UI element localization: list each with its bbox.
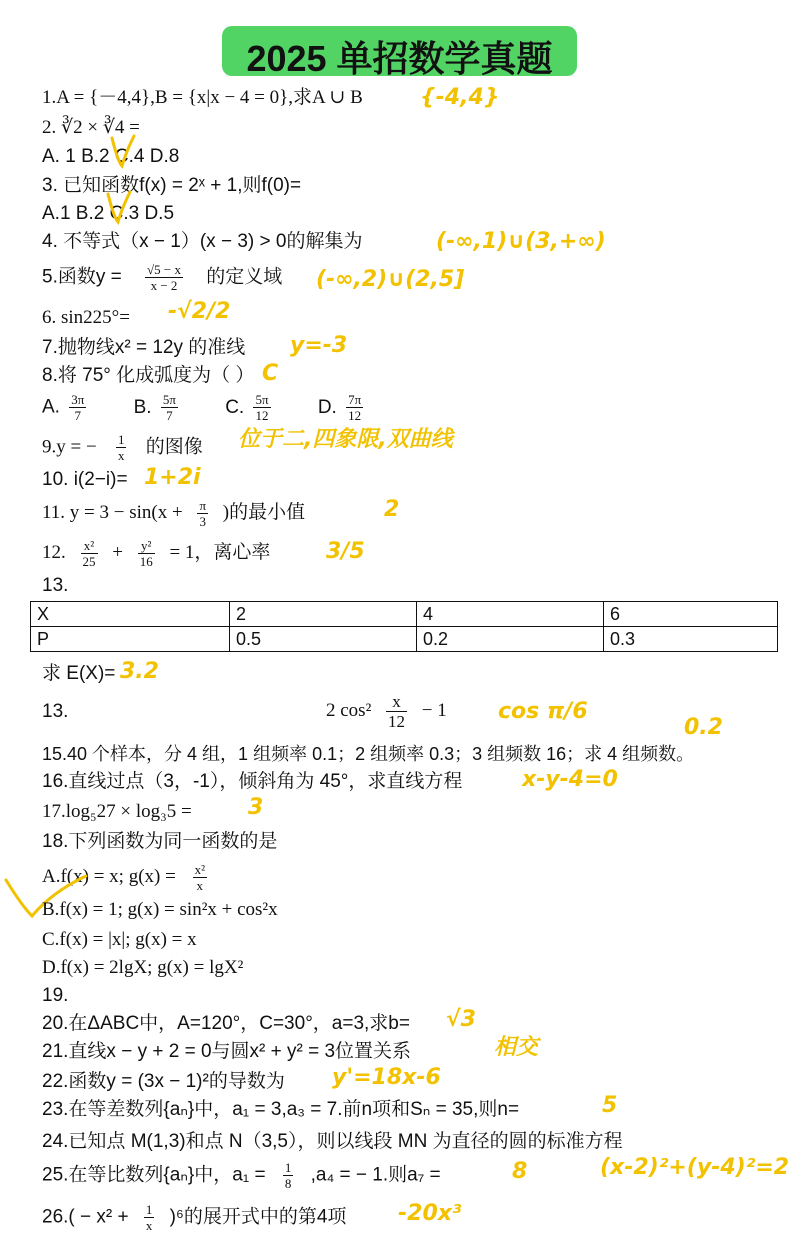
question-18-option-c: C.f(x) = |x|; g(x) = x — [42, 929, 197, 950]
fraction-numerator: 1 — [284, 1160, 292, 1175]
question-25 — [42, 1160, 441, 1191]
question-15: 15.40 个样本，分 4 组，1 组频率 0.1；2 组频率 0.3；3 组频数 16；求 4 组频数。 — [42, 744, 695, 764]
option-c-fraction — [253, 392, 270, 423]
fraction-numerator: 5π — [162, 392, 176, 407]
answer-6: -√2/2 — [168, 299, 231, 324]
table-cell: P — [31, 627, 230, 652]
page-title: 2025 单招数学真题 — [246, 38, 553, 79]
answer-23: 5 — [602, 1093, 618, 1118]
answer-14: cos π/6 — [498, 699, 588, 724]
question-7: 7.抛物线x² = 12y 的准线 — [42, 337, 246, 358]
question-20: 20.在ΔABC中，A=120°，C=30°，a=3,求b= — [42, 1013, 410, 1034]
answer-25: 8 — [512, 1159, 528, 1184]
question-11-prefix: 11. y = 3 − sin(x + — [42, 501, 183, 523]
answer-9: 位于二,四象限,双曲线 — [238, 427, 453, 452]
option-a-fraction — [69, 392, 86, 423]
question-26-suffix: )⁶的展开式中的第4项 — [169, 1206, 347, 1228]
answer-13: 3.2 — [120, 659, 159, 684]
table-cell: 6 — [604, 602, 778, 627]
fraction-numerator: 5π — [255, 392, 269, 407]
fraction — [145, 262, 183, 293]
table-cell: X — [31, 602, 230, 627]
fraction-denominator: 12 — [348, 408, 362, 423]
option-a-label: A. — [42, 396, 60, 418]
option-b-fraction — [161, 392, 178, 423]
answer-4: (-∞,1)∪(3,+∞) — [436, 229, 606, 254]
fraction-denominator: 8 — [284, 1176, 292, 1191]
fraction-denominator: 7 — [166, 408, 173, 423]
question-14-expression — [326, 692, 447, 731]
question-8: 8.将 75° 化成弧度为（ ） — [42, 365, 255, 386]
question-12-prefix: 12. — [42, 541, 66, 563]
fraction-numerator: x — [386, 692, 407, 712]
question-9-suffix: 的图像 — [145, 436, 203, 458]
fraction-denominator: 16 — [139, 554, 153, 569]
table-cell: 0.5 — [230, 627, 417, 652]
question-1: 1.A = {－4,4},B = {x|x − 4 = 0},求A ∪ B — [42, 87, 363, 108]
answer-10: 1+2i — [144, 465, 201, 490]
fraction-numerator: y² — [138, 538, 155, 554]
fraction-denominator: x — [196, 878, 204, 893]
title-banner — [222, 26, 577, 79]
fraction-numerator: √5 − x — [147, 262, 181, 277]
question-21: 21.直线x − y + 2 = 0与圆x² + y² = 3位置关系 — [42, 1041, 412, 1062]
answer-15: 0.2 — [684, 715, 723, 740]
question-18: 18.下列函数为同一函数的是 — [42, 831, 278, 852]
answer-8: C — [262, 361, 279, 386]
option-d-label: D. — [317, 396, 337, 418]
question-18-option-d: D.f(x) = 2lgX; g(x) = lgX² — [42, 957, 244, 978]
answer-7: y=-3 — [290, 333, 348, 358]
question-16: 16.直线过点（3，-1），倾斜角为 45°，求直线方程 — [42, 771, 463, 792]
fraction-denominator: 7 — [74, 408, 82, 423]
question-2: 2. ∛2 × ∛4 = — [42, 117, 140, 138]
answer-16: x-y-4=0 — [522, 767, 618, 792]
question-24: 24.已知点 M(1,3)和点 N（3,5），则以线段 MN 为直径的圆的标准方程 — [42, 1131, 623, 1152]
fraction — [116, 432, 127, 463]
table-cell: 2 — [230, 602, 417, 627]
table-cell: 0.2 — [417, 627, 604, 652]
answer-26: -20x³ — [398, 1201, 462, 1226]
fraction-denominator: x — [145, 1218, 153, 1233]
fraction-numerator: 1 — [145, 1202, 153, 1217]
fraction — [197, 498, 208, 529]
fraction — [193, 862, 207, 893]
question-4: 4. 不等式（x − 1）(x − 3) > 0的解集为 — [42, 231, 363, 252]
option-a-prefix: A.f(x) = x; g(x) = — [42, 865, 176, 887]
answer-5: (-∞,2)∪(2,5] — [316, 267, 465, 292]
question-13-expectation: 求 E(X)= — [42, 663, 116, 684]
question-18-option-b: B.f(x) = 1; g(x) = sin²x + cos²x — [42, 899, 278, 920]
question-25-prefix: 25.在等比数列{aₙ}中，a₁ = — [42, 1164, 266, 1186]
fraction-denominator: 12 — [255, 408, 269, 423]
question-10: 10. i(2−i)= — [42, 469, 128, 490]
question-25-suffix: ,a₄ = − 1.则a₇ = — [310, 1164, 441, 1186]
option-c-label: C. — [225, 396, 245, 418]
fraction-denominator: 3 — [199, 514, 206, 529]
answer-21: 相交 — [494, 1035, 539, 1060]
fraction-denominator: x — [117, 448, 125, 463]
fraction — [81, 538, 98, 569]
fraction-numerator: 1 — [117, 432, 125, 447]
fraction — [144, 1202, 155, 1233]
table-row — [31, 627, 778, 652]
question-19: 19. — [42, 985, 69, 1006]
plus-sign: + — [112, 541, 123, 563]
fraction-denominator: 12 — [388, 712, 406, 731]
option-b-label: B. — [133, 396, 152, 418]
answer-20: √3 — [446, 1007, 476, 1032]
expression-suffix: − 1 — [421, 699, 447, 721]
fraction-numerator: 3π — [71, 392, 85, 407]
question-26 — [42, 1202, 346, 1233]
table-row — [31, 602, 778, 627]
answer-24: (x-2)²+(y-4)²=2 — [600, 1155, 790, 1180]
question-9 — [42, 432, 203, 463]
question-5-prefix: 5.函数y = — [42, 266, 122, 288]
fraction-numerator: x² — [81, 538, 98, 554]
answer-11: 2 — [384, 497, 400, 522]
check-mark-icon — [108, 132, 138, 170]
question-13-label: 13. — [42, 575, 69, 596]
check-mark-icon — [104, 188, 134, 226]
question-2-options: A. 1 B.2 C.4 D.8 — [42, 146, 180, 167]
question-12-suffix: = 1，离心率 — [169, 541, 271, 563]
question-3: 3. 已知函数f(x) = 2ˣ + 1,则f(0)= — [42, 175, 302, 196]
question-17: 17.log₅27 × log₃5 = — [42, 801, 192, 822]
fraction-numerator: x² — [194, 862, 205, 877]
fraction-numerator: π — [199, 498, 207, 513]
fraction — [283, 1160, 294, 1191]
probability-table — [30, 601, 778, 652]
question-12 — [42, 538, 270, 569]
question-14-label: 13. — [42, 701, 69, 722]
fraction — [386, 692, 407, 731]
question-9-prefix: 9.y = − — [42, 436, 97, 458]
answer-12: 3/5 — [326, 539, 365, 564]
question-5-suffix: 的定义域 — [206, 266, 283, 288]
expression-prefix: 2 cos² — [326, 699, 372, 721]
answer-1: {-4,4} — [420, 85, 500, 110]
question-6: 6. sin225°= — [42, 307, 130, 328]
option-d-fraction — [346, 392, 363, 423]
table-cell: 4 — [417, 602, 604, 627]
table-cell: 0.3 — [604, 627, 778, 652]
fraction-denominator: x − 2 — [150, 278, 178, 293]
question-22: 22.函数y = (3x − 1)²的导数为 — [42, 1071, 285, 1092]
question-8-options — [42, 392, 367, 423]
question-11 — [42, 498, 305, 529]
answer-22: y'=18x-6 — [332, 1065, 441, 1090]
question-3-options: A.1 B.2 C.3 D.5 — [42, 203, 175, 224]
question-11-suffix: )的最小值 — [222, 501, 306, 523]
fraction-denominator: 25 — [82, 554, 96, 569]
answer-17: 3 — [248, 795, 264, 820]
question-5 — [42, 262, 282, 293]
question-23: 23.在等差数列{aₙ}中，a₁ = 3,a₃ = 7.前n项和Sₙ = 35,则n= — [42, 1099, 520, 1120]
question-26-prefix: 26.( − x² + — [42, 1206, 129, 1228]
fraction — [138, 538, 155, 569]
fraction-numerator: 7π — [348, 392, 362, 407]
